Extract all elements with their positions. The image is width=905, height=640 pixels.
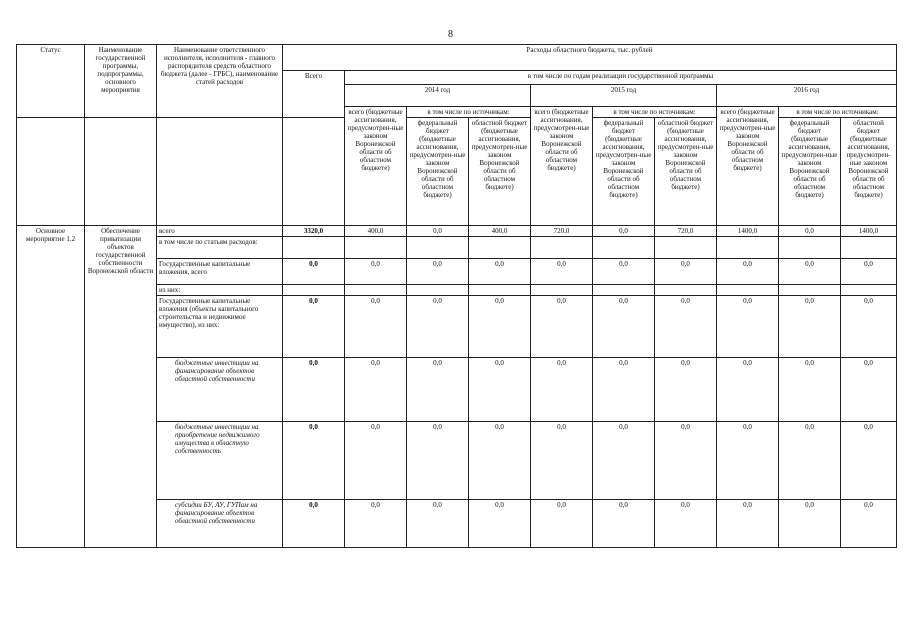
header-executor: Наименование ответственного исполнителя, исполнителя - главного распорядителя средств областного бюджета (далее - ГРБС), наименование статей расходов xyxy=(157,45,283,118)
value-cell: 0,0 xyxy=(779,500,841,548)
value-cell: 0,0 xyxy=(469,358,531,422)
row-label: бюджетные инвестиции на финансирование объектов областной собственности xyxy=(157,358,283,422)
value-cell xyxy=(345,237,407,259)
row-label: бюджетные инвестиции на приобретение недвижимого имущества в областную собственность xyxy=(157,422,283,500)
value-cell: 0,0 xyxy=(841,422,897,500)
row-total: 3320,0 xyxy=(283,226,345,237)
value-cell: 0,0 xyxy=(779,226,841,237)
program-cell: Обеспечение приватизации объектов государственной собственности Воронежской области xyxy=(85,226,157,548)
value-cell: 0,0 xyxy=(779,296,841,358)
budget-table xyxy=(16,44,897,548)
value-cell xyxy=(407,285,469,296)
value-cell: 0,0 xyxy=(655,259,717,285)
value-cell xyxy=(717,237,779,259)
header-all-2016: всего (бюджетные ассигнования, предусмотрен-ные законом Воронежской области об областном бюджете) xyxy=(717,107,779,226)
row-total: 0,0 xyxy=(283,500,345,548)
row-label: Государственные капитальные вложения, всего xyxy=(157,259,283,285)
header-regional-2015: областной бюджет (бюджетные ассигнования, предусмотрен-ные законом Воронежской области об областном бюджете) xyxy=(655,118,717,226)
value-cell: 0,0 xyxy=(531,422,593,500)
value-cell: 0,0 xyxy=(717,422,779,500)
row-total xyxy=(283,285,345,296)
header-by-years: в том числе по годам реализации государственной программы xyxy=(345,71,897,85)
value-cell xyxy=(531,237,593,259)
row-total: 0,0 xyxy=(283,422,345,500)
value-cell: 0,0 xyxy=(841,358,897,422)
value-cell: 0,0 xyxy=(531,259,593,285)
table-row xyxy=(17,226,897,237)
value-cell xyxy=(593,285,655,296)
header-federal-2015: федеральный бюджет (бюджетные ассигнования, предусмотрен-ные законом Воронежской области об областном бюджете) xyxy=(593,118,655,226)
status-cell: Основное мероприятие 1.2 xyxy=(17,226,85,548)
value-cell: 0,0 xyxy=(655,422,717,500)
value-cell: 0,0 xyxy=(841,259,897,285)
value-cell: 0,0 xyxy=(655,500,717,548)
value-cell xyxy=(469,237,531,259)
header-expenses-title: Расходы областного бюджета, тыс. рублей xyxy=(283,45,897,71)
header-total: Всего xyxy=(283,71,345,118)
value-cell xyxy=(655,237,717,259)
row-label: субсидии БУ, АУ, ГУПам на финансирование объектов областной собственности xyxy=(157,500,283,548)
value-cell: 0,0 xyxy=(407,422,469,500)
row-label: в том числе по статьям расходов: xyxy=(157,237,283,259)
value-cell: 0,0 xyxy=(593,296,655,358)
header-regional-2014: областной бюджет (бюджетные ассигнования, предусмотрен-ные законом Воронежской области об областном бюджете) xyxy=(469,118,531,226)
header-regional-2016: областной бюджет (бюджетные ассигнования, предусмотрен-ные законом Воронежской области об областном бюджете) xyxy=(841,118,897,226)
value-cell: 0,0 xyxy=(345,500,407,548)
header-year-2016: 2016 год xyxy=(717,85,897,107)
header-sources-2014: в том числе по источникам: xyxy=(407,107,531,118)
header-federal-2016: федеральный бюджет (бюджетные ассигнования, предусмотрен-ные законом Воронежской области об областном бюджете) xyxy=(779,118,841,226)
page-number: 8 xyxy=(448,29,453,40)
value-cell xyxy=(841,237,897,259)
header-row-1 xyxy=(17,45,897,71)
value-cell: 0,0 xyxy=(593,422,655,500)
value-cell: 0,0 xyxy=(407,296,469,358)
value-cell: 0,0 xyxy=(593,226,655,237)
value-cell: 0,0 xyxy=(779,259,841,285)
row-label: всего xyxy=(157,226,283,237)
header-sources-2016: в том числе по источникам: xyxy=(779,107,897,118)
value-cell: 0,0 xyxy=(717,358,779,422)
row-total xyxy=(283,237,345,259)
value-cell: 400,0 xyxy=(345,226,407,237)
value-cell: 0,0 xyxy=(531,296,593,358)
value-cell: 0,0 xyxy=(469,259,531,285)
row-total: 0,0 xyxy=(283,259,345,285)
row-label: из них: xyxy=(157,285,283,296)
value-cell xyxy=(841,285,897,296)
value-cell xyxy=(531,285,593,296)
value-cell: 0,0 xyxy=(717,259,779,285)
value-cell: 0,0 xyxy=(469,296,531,358)
value-cell xyxy=(469,285,531,296)
header-status: Статус xyxy=(17,45,85,118)
value-cell: 0,0 xyxy=(345,259,407,285)
value-cell: 0,0 xyxy=(593,500,655,548)
value-cell: 0,0 xyxy=(717,296,779,358)
value-cell: 0,0 xyxy=(779,358,841,422)
row-total: 0,0 xyxy=(283,296,345,358)
value-cell: 0,0 xyxy=(593,259,655,285)
header-federal-2014: федеральный бюджет (бюджетные ассигнования, предусмотрен-ные законом Воронежской области об областном бюджете) xyxy=(407,118,469,226)
value-cell xyxy=(779,285,841,296)
value-cell xyxy=(779,237,841,259)
header-year-2015: 2015 год xyxy=(531,85,717,107)
value-cell: 0,0 xyxy=(407,226,469,237)
value-cell: 0,0 xyxy=(531,358,593,422)
value-cell: 0,0 xyxy=(345,296,407,358)
value-cell: 0,0 xyxy=(779,422,841,500)
value-cell: 0,0 xyxy=(717,500,779,548)
value-cell: 0,0 xyxy=(655,296,717,358)
value-cell xyxy=(655,285,717,296)
value-cell: 400,0 xyxy=(469,226,531,237)
header-sources-2015: в том числе по источникам: xyxy=(593,107,717,118)
value-cell: 0,0 xyxy=(841,296,897,358)
value-cell: 0,0 xyxy=(469,422,531,500)
row-label: Государственные капитальные вложения (объекты капитального строительства и недвижимое имущество), из них: xyxy=(157,296,283,358)
value-cell: 0,0 xyxy=(345,358,407,422)
value-cell: 1400,0 xyxy=(717,226,779,237)
value-cell: 720,0 xyxy=(531,226,593,237)
value-cell xyxy=(345,285,407,296)
header-all-2014: всего (бюджетные ассигнования, предусмотрен-ные законом Воронежской области об областном бюджете) xyxy=(345,107,407,226)
row-total: 0,0 xyxy=(283,358,345,422)
header-program-name: Наименование государственной программы, подпрограммы, основного мероприятия xyxy=(85,45,157,118)
value-cell: 720,0 xyxy=(655,226,717,237)
value-cell: 0,0 xyxy=(469,500,531,548)
value-cell: 0,0 xyxy=(345,422,407,500)
header-all-2015: всего (бюджетные ассигнования, предусмотрен-ные законом Воронежской области об областном бюджете) xyxy=(531,107,593,226)
value-cell xyxy=(717,285,779,296)
value-cell: 0,0 xyxy=(407,259,469,285)
value-cell: 0,0 xyxy=(655,358,717,422)
value-cell: 0,0 xyxy=(593,358,655,422)
value-cell: 0,0 xyxy=(531,500,593,548)
value-cell xyxy=(593,237,655,259)
value-cell: 0,0 xyxy=(841,500,897,548)
value-cell: 1400,0 xyxy=(841,226,897,237)
header-year-2014: 2014 год xyxy=(345,85,531,107)
value-cell: 0,0 xyxy=(407,358,469,422)
value-cell: 0,0 xyxy=(407,500,469,548)
value-cell xyxy=(407,237,469,259)
